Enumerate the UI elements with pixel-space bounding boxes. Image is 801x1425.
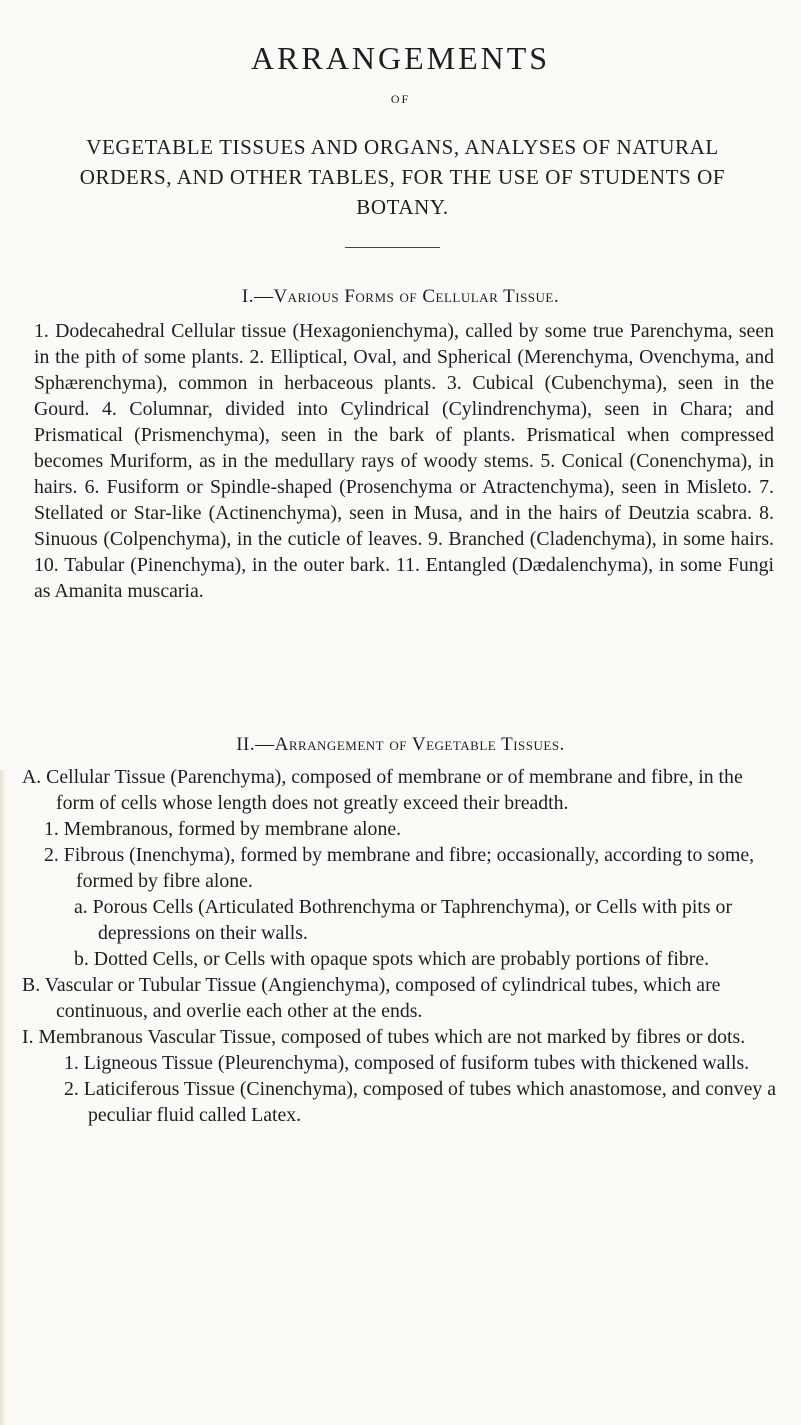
section-2-heading: II.—Arrangement of Vegetable Tissues.: [236, 734, 565, 755]
list-item: 2. Laticiferous Tissue (Cinenchyma), composed of tubes which anastomose, and convey a peculiar fluid called Latex.: [64, 1078, 776, 1126]
list-item: b. Dotted Cells, or Cells with opaque spots which are probably portions of fibre.: [74, 948, 710, 970]
section-1-heading: I.—Various Forms of Cellular Tissue.: [241, 286, 560, 307]
list-item: a. Porous Cells (Articulated Bothrenchyma or Taphrenchyma), or Cells with pits or depressions on their walls.: [74, 896, 733, 944]
list-item: I. Membranous Vascular Tissue, composed of tubes which are not marked by fibres or dots.: [22, 1026, 746, 1048]
section-1-paragraph: 1. Dodecahedral Cellular tissue (Hexagonienchyma), called by some true Parenchyma, seen in the pith of some plants. 2. Elliptical, Oval, and Spherical (Merenchyma, Ovenchyma, and Sphærenchyma), common in herbaceous plants. 3. Cubical (Cubenchyma), seen in the Gourd. 4. Columnar, divided into Cylindrical (Cylindrenchyma), seen in Chara; and Prismatical (Prismenchyma), seen in the bark of plants. Prismatical when compressed becomes Muriform, as in the medullary rays of woody stems. 5. Conical (Conenchyma), in hairs. 6. Fusiform or Spindle-shaped (Prosenchyma or Atractenchyma), seen in Misleto. 7. Stellated or Star-like (Actinenchyma), seen in Musa, and in the hairs of Deutzia scabra. 8. Sinuous (Colpenchyma), in the cuticle of leaves. 9. Branched (Cladenchyma), in some hairs. 10. Tabular (Pinenchyma), in the outer bark. 11. Entangled (Dædalenchyma), in some Fungi as Amanita muscaria.: [34, 320, 774, 602]
title-connector: OF: [390, 92, 411, 106]
list-item: A. Cellular Tissue (Parenchyma), composed of membrane or of membrane and fibre, in the form of cells whose length does not greatly exceed their breadth.: [22, 766, 743, 814]
divider-rule: [345, 247, 440, 248]
tissue-arrangement-list: [22, 764, 777, 1128]
list-item: B. Vascular or Tubular Tissue (Angienchyma), composed of cylindrical tubes, which are continuous, and overlie each other at the ends.: [22, 974, 721, 1022]
list-item: 1. Membranous, formed by membrane alone.: [44, 818, 402, 840]
page-binding-shadow: [0, 770, 6, 1425]
page-subtitle: VEGETABLE TISSUES AND ORGANS, ANALYSES OF NATURAL ORDERS, AND OTHER TABLES, FOR THE USE OF STUDENTS OF BOTANY.: [79, 135, 726, 219]
list-item: 1. Ligneous Tissue (Pleurenchyma), composed of fusiform tubes with thickened walls.: [64, 1052, 750, 1074]
page-title: ARRANGEMENTS: [250, 40, 551, 76]
list-item: 2. Fibrous (Inenchyma), formed by membrane and fibre; occasionally, according to some, formed by fibre alone.: [44, 844, 755, 892]
